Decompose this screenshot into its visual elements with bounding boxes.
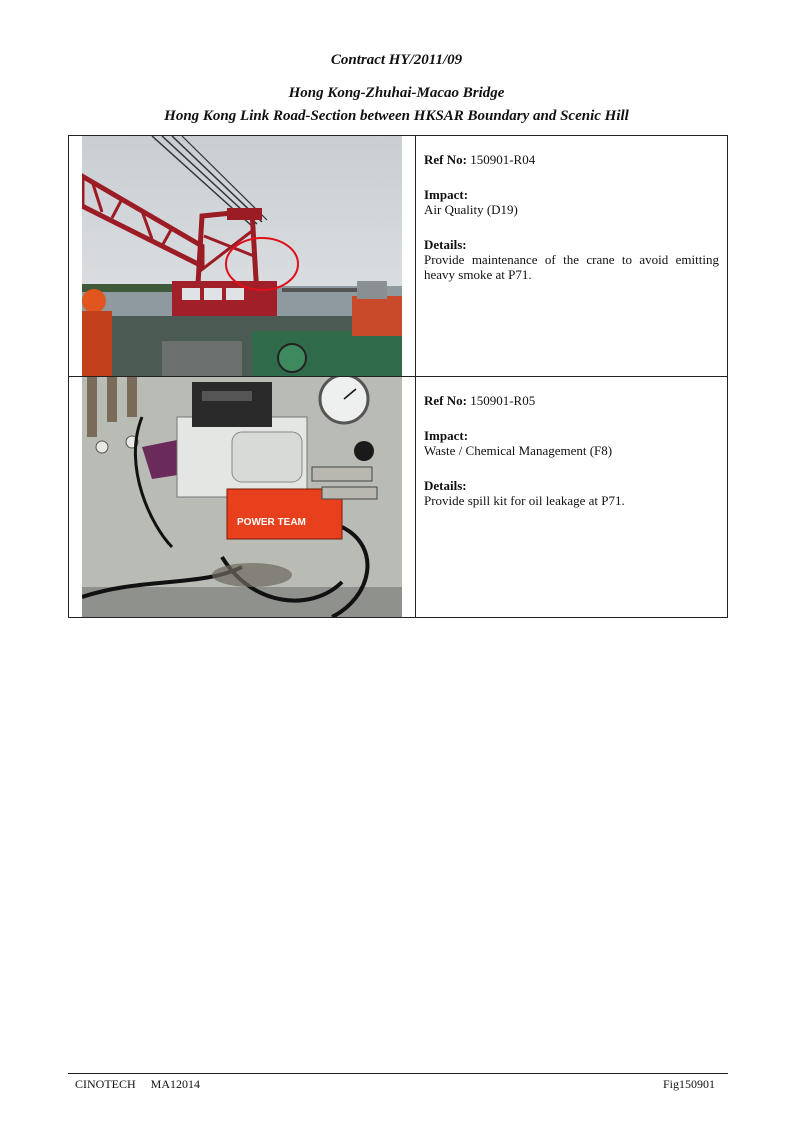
- crane-photo: [82, 136, 402, 376]
- photo-cell: [69, 136, 416, 377]
- record-text-cell: [416, 136, 728, 377]
- details-field: [424, 237, 719, 282]
- details-value: Provide spill kit for oil leakage at P71.: [424, 493, 625, 508]
- footer-rule: [68, 1073, 728, 1074]
- ref-no-field: [424, 152, 719, 167]
- details-field: [424, 478, 719, 508]
- impact-field: [424, 187, 719, 217]
- impact-field: [424, 428, 719, 458]
- impact-label: Impact:: [424, 187, 469, 202]
- photo-cell: [69, 377, 416, 618]
- impact-value: Air Quality (D19): [424, 202, 518, 217]
- contract-title: Contract HY/2011/09: [330, 52, 463, 68]
- ref-no-value: 150901-R04: [470, 152, 536, 167]
- project-title: Hong Kong-Zhuhai-Macao Bridge: [288, 85, 505, 101]
- record-text-cell: [416, 377, 728, 618]
- pump-brand-label: POWER TEAM: [237, 517, 306, 528]
- footer-left: [75, 1077, 212, 1092]
- ref-no-label: Ref No:: [424, 152, 467, 167]
- ref-no-field: [424, 393, 719, 408]
- observation-row: [69, 136, 728, 377]
- footer-figure-number: Fig150901: [662, 1077, 715, 1091]
- ref-no-value: 150901-R05: [470, 393, 536, 408]
- impact-value: Waste / Chemical Management (F8): [424, 443, 613, 458]
- details-label: Details:: [424, 237, 467, 252]
- impact-label: Impact:: [424, 428, 469, 443]
- details-label: Details:: [424, 478, 467, 493]
- ref-no-label: Ref No:: [424, 393, 467, 408]
- details-value: Provide maintenance of the crane to avoid emitting heavy smoke at P71.: [424, 252, 719, 282]
- section-title: Hong Kong Link Road-Section between HKSAR Boundary and Scenic Hill: [164, 108, 629, 124]
- footer-report-number: MA12014: [150, 1077, 201, 1091]
- observation-table: [68, 135, 728, 618]
- observation-row: [69, 377, 728, 618]
- footer-company: CINOTECH: [75, 1077, 136, 1091]
- pump-photo: [82, 377, 402, 617]
